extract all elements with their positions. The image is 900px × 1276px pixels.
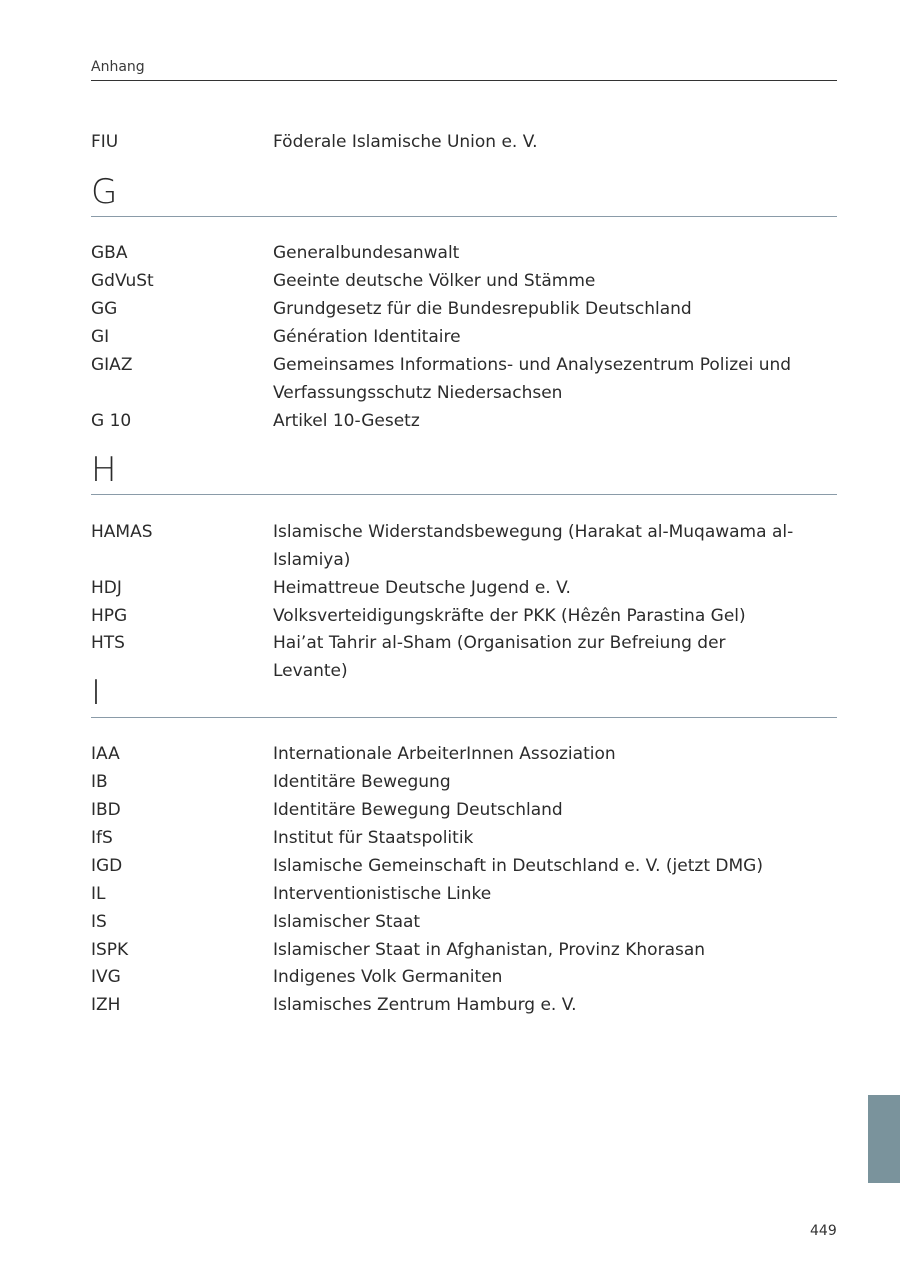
definition: Identitäre Bewegung [273,772,451,792]
abbreviation: IGD [91,856,123,876]
abbreviation: GBA [91,243,128,263]
definition: Internationale ArbeiterInnen Assoziation [273,744,616,764]
chapter-tab-marker [868,1095,900,1183]
abbreviation: HTS [91,633,125,653]
definition: Interventionistische Linke [273,884,492,904]
definition: Islamische Widerstandsbewegung (Harakat al-Muqawama al-Islamiya) [273,522,794,570]
definition: Hai’at Tahrir al-Sham (Organisation zur Befreiung der Levante) [273,633,726,681]
abbreviation: GIAZ [91,355,133,375]
abbreviation: HPG [91,606,128,626]
definition: Geeinte deutsche Völker und Stämme [273,271,596,291]
definition: Föderale Islamische Union e. V. [273,132,538,152]
definition: Volksverteidigungskräfte der PKK (Hêzên Parastina Gel) [273,606,746,626]
definition: Islamischer Staat [273,912,421,932]
definition: Islamischer Staat in Afghanistan, Provinz Khorasan [273,940,706,960]
definition: Institut für Staatspolitik [273,828,474,848]
page-number: 449 [810,1223,837,1239]
abbreviation: IB [91,772,108,792]
abbreviation: FIU [91,132,119,152]
abbreviation: G 10 [91,411,132,431]
definition: Islamisches Zentrum Hamburg e. V. [273,995,577,1015]
definition: Indigenes Volk Germaniten [273,967,503,987]
definition: Gemeinsames Informations- und Analysezentrum Polizei und Verfassungsschutz Niedersachsen [273,355,792,403]
section-letter-h: H [91,450,837,495]
abbreviation: HAMAS [91,522,153,542]
abbreviation: IfS [91,828,113,848]
abbreviation: ISPK [91,940,129,960]
definition: Islamische Gemeinschaft in Deutschland e. V. (jetzt DMG) [273,856,763,876]
section-letter-g: G [91,172,837,217]
running-header: Anhang [91,58,837,81]
abbreviation: IL [91,884,106,904]
abbreviation: IS [91,912,107,932]
definition: Heimattreue Deutsche Jugend e. V. [273,578,571,598]
definition: Grundgesetz für die Bundesrepublik Deutschland [273,299,692,319]
abbreviation: HDJ [91,578,122,598]
definition: Identitäre Bewegung Deutschland [273,800,563,820]
abbreviation: IZH [91,995,121,1015]
abbreviation: GdVuSt [91,271,154,291]
abbreviation: GG [91,299,118,319]
section-letter-i: I [91,673,837,718]
abbreviation: GI [91,327,110,347]
definition: Artikel 10-Gesetz [273,411,420,431]
definition: Generalbundesanwalt [273,243,460,263]
abbreviation: IVG [91,967,121,987]
abbreviation: IBD [91,800,121,820]
abbreviation: IAA [91,744,120,764]
definition: Génération Identitaire [273,327,461,347]
